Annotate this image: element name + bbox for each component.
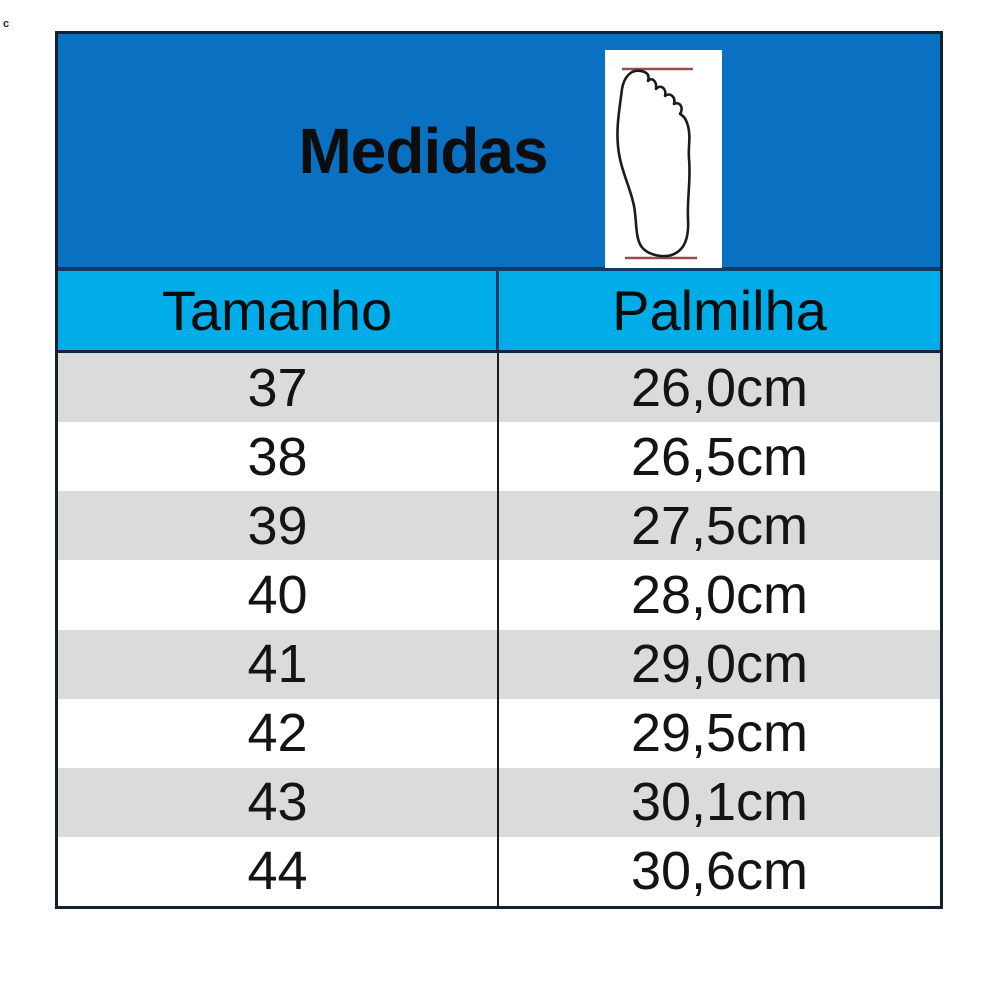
column-header-tamanho: Tamanho (58, 271, 499, 350)
foot-illustration-box (605, 50, 722, 268)
size-cell: 39 (58, 491, 499, 560)
size-cell: 41 (58, 630, 499, 699)
size-cell: 44 (58, 837, 499, 906)
size-cell: 42 (58, 699, 499, 768)
table-row (58, 560, 940, 629)
size-cell: 43 (58, 768, 499, 837)
footprint-outline (617, 71, 689, 256)
chart-banner (58, 34, 940, 271)
table-row (58, 353, 940, 422)
insole-cell: 27,5cm (630, 495, 809, 556)
insole-cell: 26,5cm (630, 426, 809, 487)
table-row (58, 699, 940, 768)
table-row (58, 837, 940, 906)
table-row (58, 422, 940, 491)
chart-title: Medidas (298, 114, 548, 187)
insole-cell: 30,1cm (630, 772, 809, 833)
insole-cell: 30,6cm (630, 841, 809, 902)
table-row (58, 630, 940, 699)
column-header-row (58, 271, 940, 353)
corner-watermark: c (3, 18, 10, 30)
insole-cell: 26,0cm (630, 357, 809, 418)
column-header-palmilha: Palmilha (612, 279, 827, 342)
table-body (58, 353, 940, 906)
size-cell: 38 (58, 422, 499, 491)
size-cell: 40 (58, 560, 499, 629)
table-row (58, 768, 940, 837)
size-cell: 37 (58, 353, 499, 422)
foot-icon (605, 50, 722, 268)
insole-cell: 29,5cm (630, 703, 809, 764)
insole-cell: 29,0cm (630, 634, 809, 695)
table-row (58, 491, 940, 560)
shoe-size-chart (55, 31, 943, 909)
insole-cell: 28,0cm (630, 564, 809, 625)
